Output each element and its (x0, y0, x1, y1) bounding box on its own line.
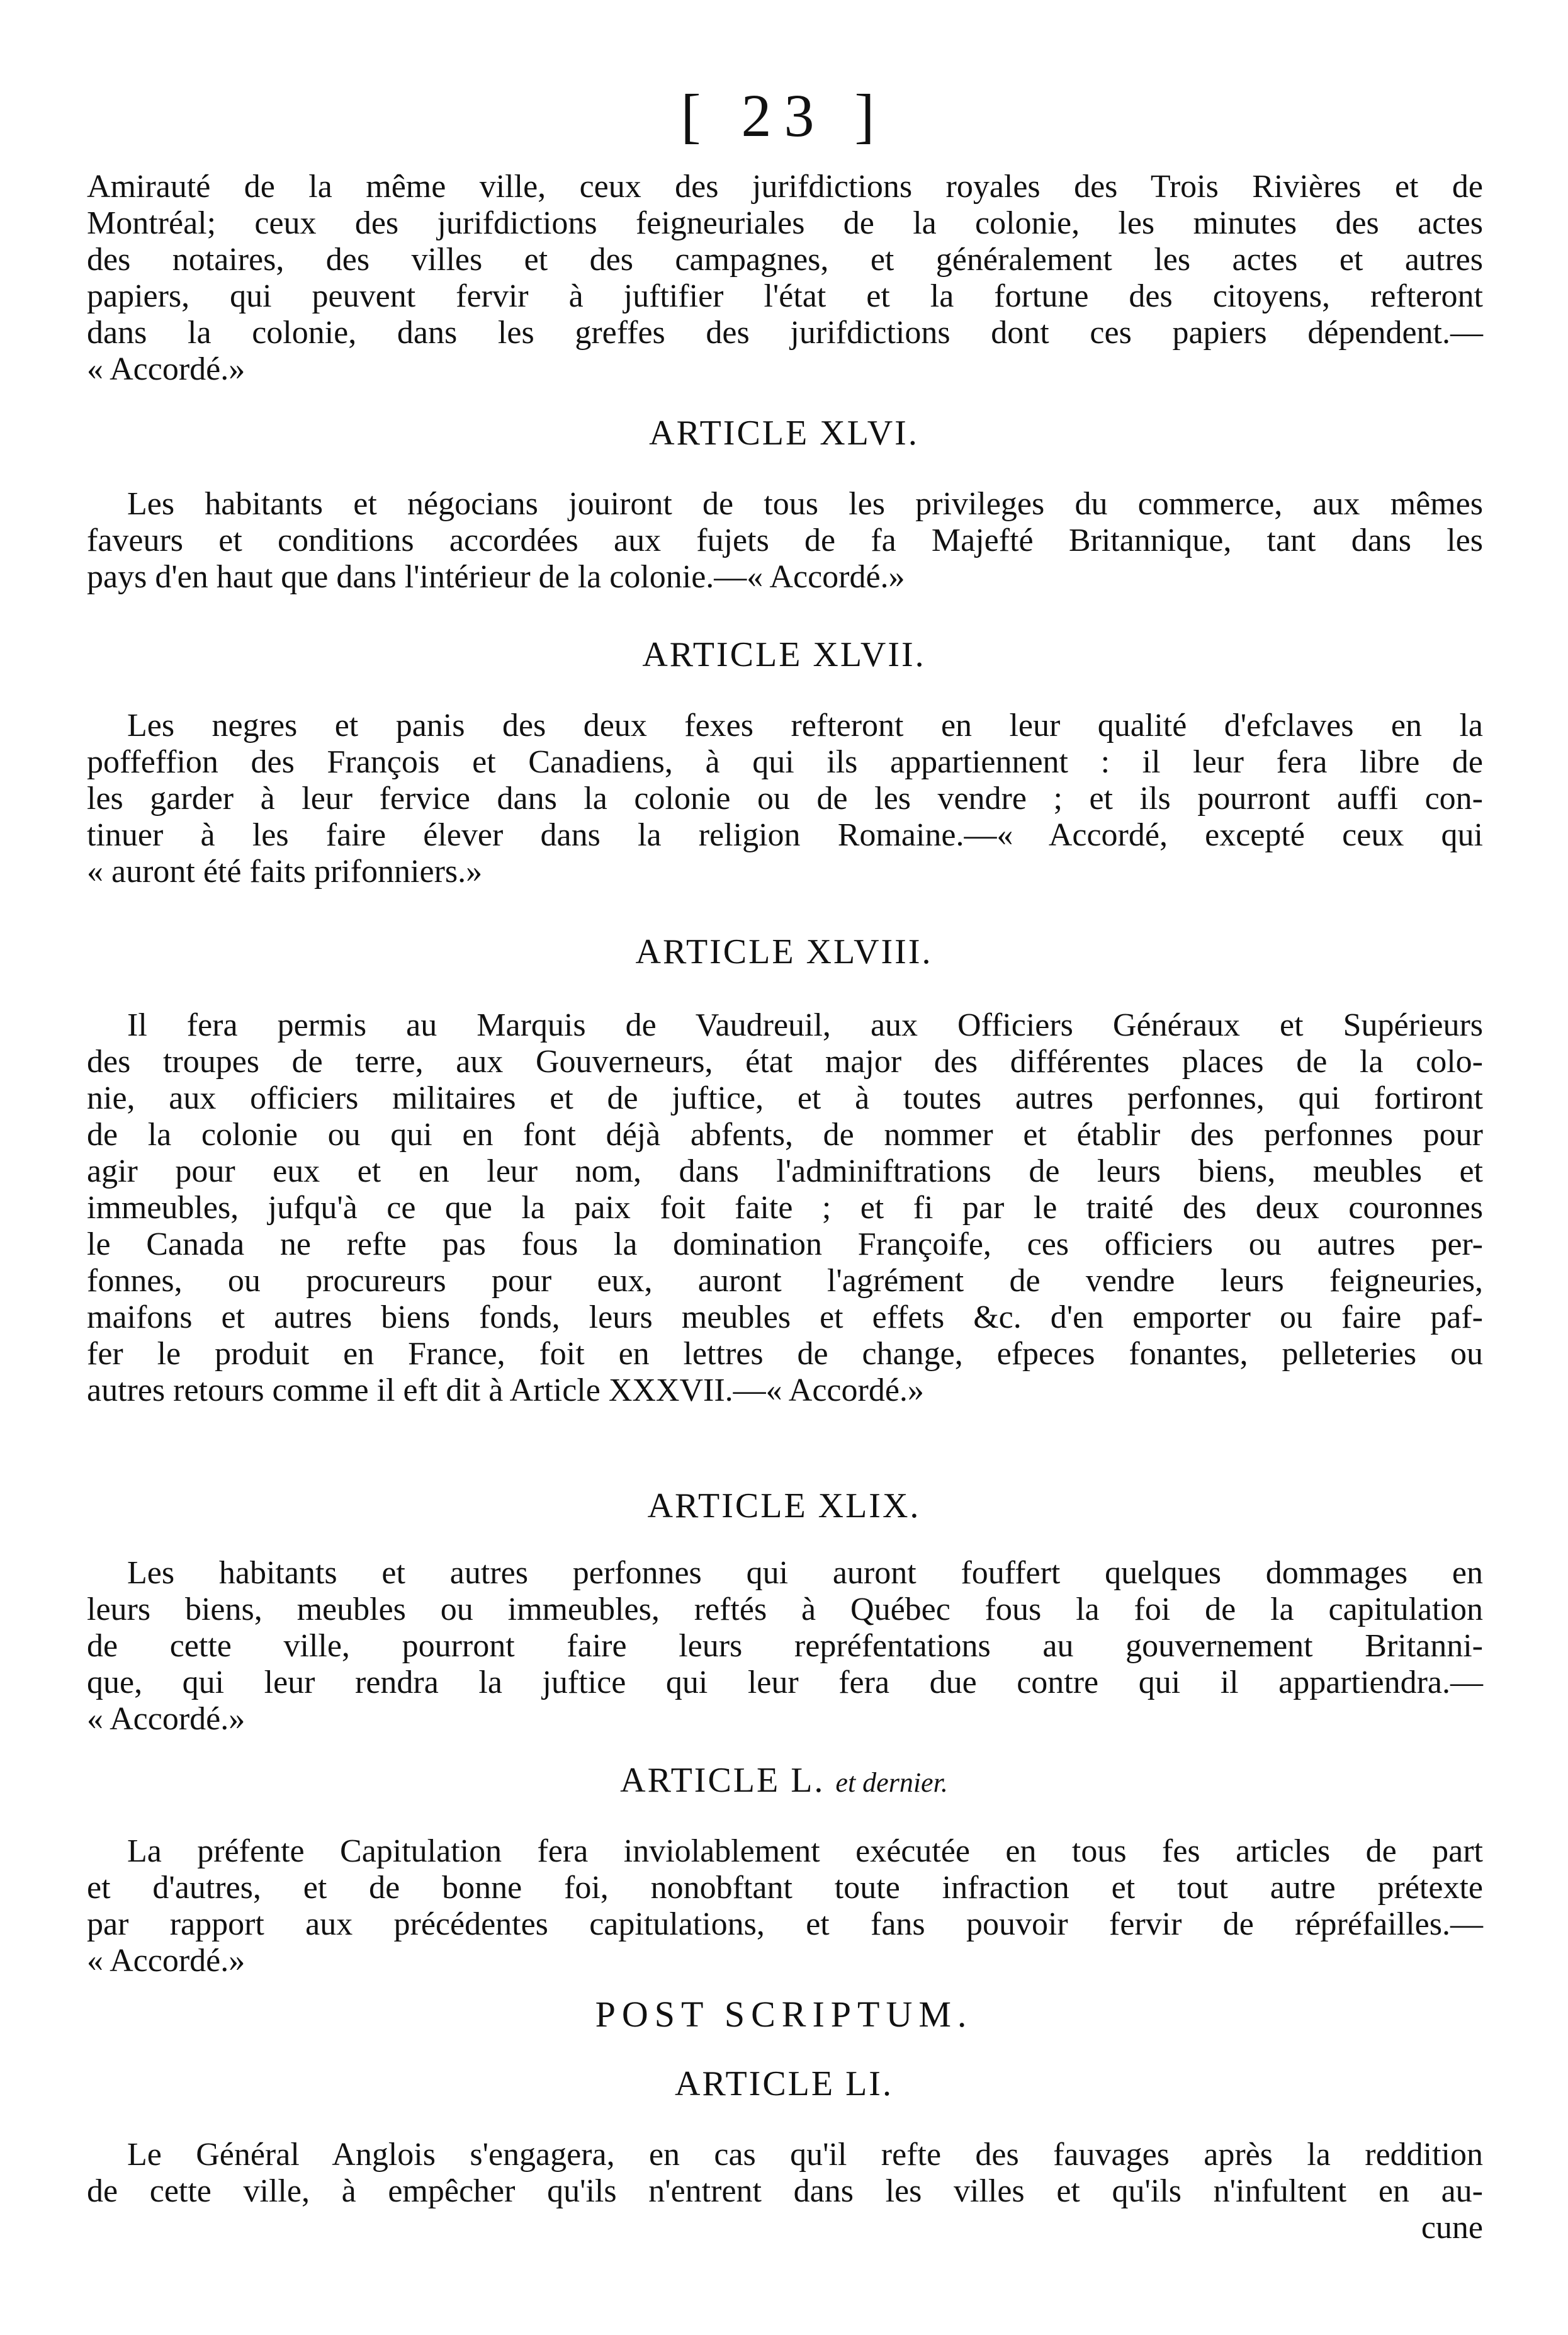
text-line: Les habitants et négocians jouiront de tous les privileges du commerce, aux mêmes (127, 486, 1483, 522)
text-line: de la colonie ou qui en font déjà abfents, de nommer et établir des perfonnes pour (87, 1117, 1483, 1153)
text-line: des troupes de terre, aux Gouverneurs, état major des différentes places de la colo- (87, 1044, 1483, 1080)
text-line: fonnes, ou procureurs pour eux, auront l'agrément de vendre leurs feigneuries, (87, 1263, 1483, 1299)
text-line: pays d'en haut que dans l'intérieur de la colonie.—« Accordé.» (87, 559, 905, 595)
text-line: des notaires, des villes et des campagnes, et généralement les actes et autres (87, 242, 1483, 278)
paragraph-continuation (87, 169, 1483, 388)
text-line: « Accordé.» (87, 351, 245, 387)
text-line: le Canada ne refte pas fous la domination Françoife, ces officiers ou autres per- (87, 1226, 1483, 1262)
text-line: de cette ville, à empêcher qu'ils n'entrent dans les villes et qu'ils n'infultent en au- (87, 2173, 1483, 2209)
text-line: « Accordé.» (87, 1701, 245, 1737)
paragraph-article-xlix (87, 1555, 1483, 1738)
article-heading-xlviii: ARTICLE XLVIII. (635, 932, 933, 971)
text-line: faveurs et conditions accordées aux fujets de fa Majefté Britannique, tant dans les (87, 523, 1483, 558)
article-heading-xlix: ARTICLE XLIX. (647, 1486, 921, 1525)
paragraph-article-l (87, 1833, 1483, 1979)
paragraph-article-xlvii (87, 708, 1483, 890)
article-heading-li: ARTICLE LI. (675, 2064, 893, 2103)
paragraph-article-xlvi (87, 486, 1483, 596)
text-line: dans la colonie, dans les greffes des jurifdictions dont ces papiers dépendent.— (87, 315, 1483, 351)
paragraph-article-li (87, 2137, 1483, 2246)
text-line: agir pour eux et en leur nom, dans l'adminiftrations de leurs biens, meubles et (87, 1153, 1483, 1189)
post-scriptum-heading: POST SCRIPTUM. (595, 1994, 973, 2035)
text-line: poffeffion des François et Canadiens, à qui ils appartiennent : il leur fera libre de (87, 744, 1483, 780)
text-line: Amirauté de la même ville, ceux des jurifdictions royales des Trois Rivières et de (87, 169, 1483, 205)
text-line: Montréal; ceux des jurifdictions feigneuriales de la colonie, les minutes des actes (87, 205, 1483, 241)
text-line: « Accordé.» (87, 1943, 245, 1979)
text-line: Les negres et panis des deux fexes refteront en leur qualité d'efclaves en la (127, 708, 1483, 743)
article-heading-l-label: ARTICLE L. (620, 1761, 825, 1800)
article-heading-l (0, 1760, 1568, 1801)
text-line: fer le produit en France, foit en lettres de change, efpeces fonantes, pelleteries ou (87, 1336, 1483, 1372)
article-heading-xlvii: ARTICLE XLVII. (642, 635, 926, 674)
paragraph-article-xlviii (87, 1007, 1483, 1409)
text-line: Il fera permis au Marquis de Vaudreuil, aux Officiers Généraux et Supérieurs (127, 1007, 1483, 1043)
text-line: et d'autres, et de bonne foi, nonobftant toute infraction et tout autre prétexte (87, 1870, 1483, 1906)
text-line: Les habitants et autres perfonnes qui auront fouffert quelques dommages en (127, 1555, 1483, 1591)
text-line: maifons et autres biens fonds, leurs meubles et effets &c. d'en emporter ou faire paf- (87, 1299, 1483, 1335)
text-line: Le Général Anglois s'engagera, en cas qu'il refte des fauvages après la reddition (127, 2137, 1483, 2173)
page-number: [ 23 ] (680, 82, 888, 149)
text-line: nie, aux officiers militaires et de juftice, et à toutes autres perfonnes, qui fortiront (87, 1080, 1483, 1116)
article-heading-xlvi: ARTICLE XLVI. (649, 414, 919, 453)
text-line: « auront été faits prifonniers.» (87, 854, 483, 890)
text-line: La préfente Capitulation fera inviolablement exécutée en tous fes articles de part (127, 1833, 1483, 1869)
text-line: immeubles, jufqu'à ce que la paix foit faite ; et fi par le traité des deux couronnes (87, 1190, 1483, 1226)
article-heading-l-suffix: et dernier. (835, 1767, 948, 1798)
text-line: autres retours comme il eft dit à Article XXXVII.—« Accordé.» (87, 1372, 924, 1408)
text-line: papiers, qui peuvent fervir à juftifier l'état et la fortune des citoyens, refteront (87, 278, 1483, 314)
text-line: de cette ville, pourront faire leurs repréfentations au gouvernement Britanni- (87, 1628, 1483, 1664)
text-line: que, qui leur rendra la juftice qui leur fera due contre qui il appartiendra.— (87, 1665, 1483, 1700)
text-line: leurs biens, meubles ou immeubles, reftés à Québec fous la foi de la capitulation (87, 1592, 1483, 1627)
text-line: les garder à leur fervice dans la colonie ou de les vendre ; et ils pourront auffi con- (87, 781, 1483, 817)
text-line: par rapport aux précédentes capitulations, et fans pouvoir fervir de répréfailles.— (87, 1906, 1483, 1942)
text-line: tinuer à les faire élever dans la religion Romaine.—« Accordé, excepté ceux qui (87, 817, 1483, 853)
catchword: cune (1421, 2210, 1483, 2246)
